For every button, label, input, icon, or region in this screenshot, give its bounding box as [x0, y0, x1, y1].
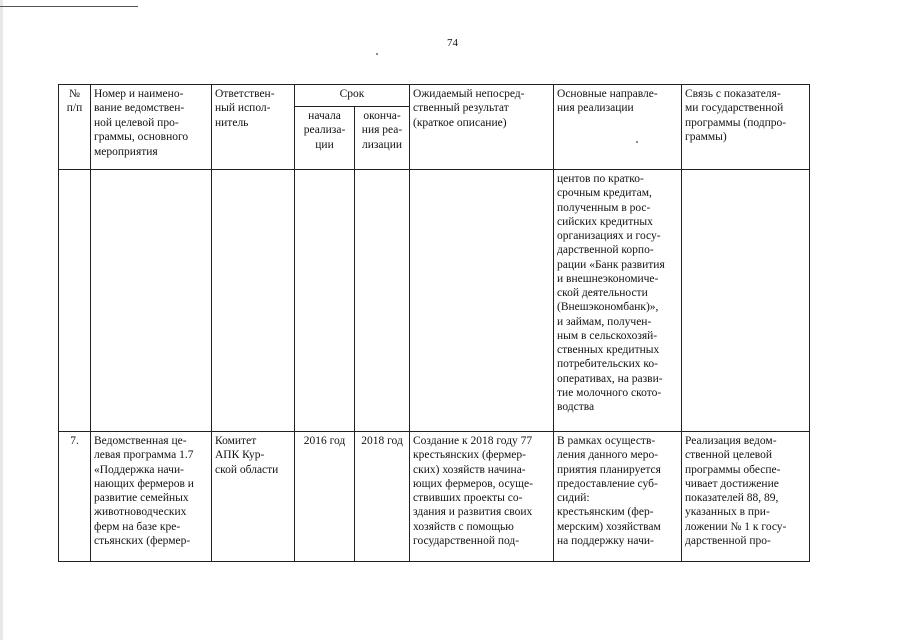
table-row [59, 170, 810, 432]
row-directions: центов по кратко- срочным кредитам, полученным в рос- сийских кредитных организациях и госу- дарственной корпо- рации «Банк развития и внешнеэкономиче- ской деятельности (Внешэкономбанк)», и займам, получен- ным в сельскохозяй- ственных кредитных потребительских ко- оперативах, на разви- тие молочного ското- водства [554, 170, 682, 432]
header-name: Номер и наимено- вание ведомствен- ной целевой про- граммы, основного мероприятия [91, 85, 212, 170]
top-rule [0, 6, 138, 7]
scan-edge-shadow [0, 0, 3, 640]
row-num [59, 170, 91, 432]
table-row [59, 432, 810, 562]
header-link: Связь с показателя- ми государственной программы (подпро- граммы) [682, 85, 810, 170]
row-directions: В рамках осуществ- ления данного меро- приятия планируется предоставление суб- сидий: крестьянским (фер- мерским) хозяйствам на поддержку начи- [554, 432, 682, 562]
header-row-1 [59, 85, 810, 107]
row-name [91, 170, 212, 432]
row-link [682, 170, 810, 432]
row-end [355, 170, 410, 432]
row-result: Создание к 2018 году 77 крестьянских (фермер- ских) хозяйств начина- ющих фермеров, осуще- ствивших проекты со- здания и развития своих хозяйств с помощью государственной под- [410, 432, 554, 562]
scan-speck [376, 53, 378, 55]
row-result [410, 170, 554, 432]
header-directions: Основные направле- ния реализации [554, 85, 682, 170]
row-num: 7. [59, 432, 91, 562]
header-result: Ожидаемый непосред- ственный результат (краткое описание) [410, 85, 554, 170]
page-number: 74 [447, 37, 458, 49]
row-start [295, 170, 355, 432]
header-term-end: оконча- ния реа- лизации [355, 107, 410, 170]
row-start: 2016 год [295, 432, 355, 562]
header-num: № п/п [59, 85, 91, 170]
header-executor: Ответствен- ный испол- нитель [212, 85, 295, 170]
row-name: Ведомственная це- левая программа 1.7 «Поддержка начи- нающих фермеров и развитие семейных животноводческих ферм на базе кре- стьянских (фермер- [91, 432, 212, 562]
program-table [58, 84, 810, 562]
row-end: 2018 год [355, 432, 410, 562]
header-term: Срок [295, 85, 410, 107]
row-executor: Комитет АПК Кур- ской области [212, 432, 295, 562]
row-link: Реализация ведом- ственной целевой программы обеспе- чивает достижение показателей 88, 89, указанных в при- ложении № 1 к госу- дарственной про- [682, 432, 810, 562]
header-term-start: начала реализа- ции [295, 107, 355, 170]
row-executor [212, 170, 295, 432]
